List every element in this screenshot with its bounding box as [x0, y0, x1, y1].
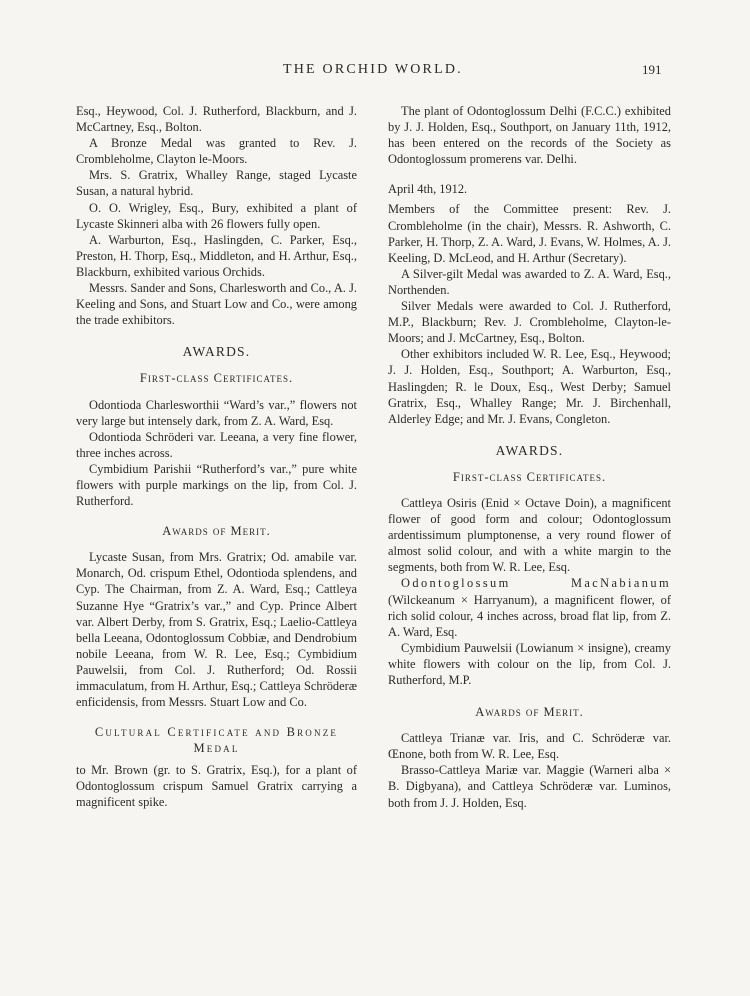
awards-heading: AWARDS.: [495, 442, 564, 458]
meeting-date: April 4th, 1912.: [388, 182, 468, 197]
award-entry: Cattleya Trianæ var. Iris, and C. Schröderæ var. Œnone, both from W. R. Lee, Esq.: [388, 731, 671, 762]
paragraph: Esq., Heywood, Col. J. Rutherford, Blackburn, and J. McCartney, Esq., Bolton.: [76, 104, 357, 135]
awards-of-merit-heading: Awards of Merit.: [475, 705, 584, 720]
running-title: THE ORCHID WORLD.: [283, 62, 463, 77]
paragraph: O. O. Wrigley, Esq., Bury, exhibited a plant of Lycaste Skinneri alba with 26 flowers fully open.: [76, 200, 357, 231]
cultural-certificate-heading: [76, 724, 357, 756]
award-entry-detail: (Wilckeanum × Harryanum), a magnificent flower, of rich solid colour, 4 inches across, broad flat lip, from Z. A. Ward, Esq.: [388, 592, 671, 639]
award-entry: to Mr. Brown (gr. to S. Gratrix, Esq.), for a plant of Odontoglossum crispum Samuel Gratrix carrying a magnificent spike.: [76, 763, 357, 810]
paragraph: The plant of Odontoglossum Delhi (F.C.C.) exhibited by J. J. Holden, Esq., Southport, on January 11th, 1912, has been entered on the records of the Society as Odontoglossum promerens var. Delhi.: [388, 104, 671, 167]
awards-of-merit-heading: Awards of Merit.: [162, 524, 271, 539]
paragraph: Silver Medals were awarded to Col. J. Rutherford, M.P., Blackburn; Rev. J. Crombleholme, Clayton-le-Moors; and J. McCartney, Esq., Bolton.: [388, 299, 671, 346]
award-entry: Cymbidium Parishii “Rutherford’s var.,” pure white flowers with purple markings on the lip, from Col. J. Rutherford.: [76, 461, 357, 509]
award-entry: Cattleya Osiris (Enid × Octave Doin), a magnificent flower of good form and colour; Odontoglossum ardentissimum plumptonense, a very round flower of almost solid colour, and with a white margin to the segments, both from W. R. Lee, Esq.: [388, 495, 671, 575]
cultural-heading-line: Cultural Certificate and Bronze: [94, 725, 339, 740]
paragraph: Members of the Committee present: Rev. J. Crombleholme (in the chair), Messrs. R. Ashworth, C. Parker, H. Thorp, Z. A. Ward, J. Evans, W. Holmes, A. J. Keeling, D. McLeod, and H. Arthur (Secretary).: [388, 202, 671, 265]
awards-heading: AWARDS.: [182, 344, 251, 360]
award-entry: Odontioda Schröderi var. Leeana, a very fine flower, three inches across.: [76, 429, 357, 460]
award-entry: Cymbidium Pauwelsii (Lowianum × insigne), creamy white flowers with colour on the lip, from Col. J. Rutherford, M.P.: [388, 640, 671, 687]
award-entry: Brasso-Cattleya Mariæ var. Maggie (Warneri alba × B. Digbyana), and Cattleya Schröderæ var. Luminos, both from J. J. Holden, Esq.: [388, 763, 671, 810]
paragraph: Mrs. S. Gratrix, Whalley Range, staged Lycaste Susan, a natural hybrid.: [76, 168, 357, 199]
orchid-name: Odontoglossum MacNabianum: [401, 576, 671, 591]
award-entry: Lycaste Susan, from Mrs. Gratrix; Od. amabile var. Monarch, Od. crispum Ethel, Odontioda splendens, and Cyp. The Chairman, from Z. A. Ward, Esq.; Cattleya Suzanne Hye “Gratrix’s var.,” and Cyp. Prince Albert var. Albert Derby, from S. Gratrix, Esq.; Laelio-Cattleya bella Leeana, Odontoglossum Cobbiæ, and Dendrobium nobile Leeana, from W. R. Lee, Esq.; Cymbidium Pauwelsii, from Col. J. Rutherford; Od. Rossii immaculatum, from H. Arthur, Esq.; Cattleya Schröderæ enficidensis, from Messrs. Stuart Low and Co.: [76, 550, 357, 710]
paragraph: A Silver-gilt Medal was awarded to Z. A. Ward, Esq., Northenden.: [388, 266, 671, 297]
page-header: [0, 62, 750, 82]
award-entry: [388, 575, 671, 639]
page-number: 191: [642, 62, 662, 77]
cultural-heading-line: Medal: [193, 741, 240, 756]
right-column: [388, 103, 671, 811]
left-column: [76, 103, 357, 810]
paragraph: Messrs. Sander and Sons, Charlesworth and Co., A. J. Keeling and Sons, and Stuart Low and Co., were among the trade exhibitors.: [76, 281, 357, 328]
first-class-certificates-heading: First-class Certificates.: [139, 371, 294, 386]
award-entry: Odontioda Charlesworthii “Ward’s var.,” flowers not very large but intensely dark, from Z. A. Ward, Esq.: [76, 397, 357, 428]
first-class-certificates-heading: First-class Certificates.: [452, 469, 607, 484]
paragraph: A. Warburton, Esq., Haslingden, C. Parker, Esq., Preston, H. Thorp, Esq., Middleton, and H. Arthur, Esq., Blackburn, exhibited various Orchids.: [76, 232, 357, 279]
paragraph: Other exhibitors included W. R. Lee, Esq., Heywood; J. J. Holden, Esq., Southport; A. Warburton, Esq., Haslingden; R. le Doux, Esq., West Derby; Samuel Gratrix, Esq., Whalley Range; Mr. J. Birchenhall, Alderley Edge; and Mr. J. Evans, Congleton.: [388, 347, 671, 426]
paragraph: A Bronze Medal was granted to Rev. J. Crombleholme, Clayton le-Moors.: [76, 136, 357, 167]
